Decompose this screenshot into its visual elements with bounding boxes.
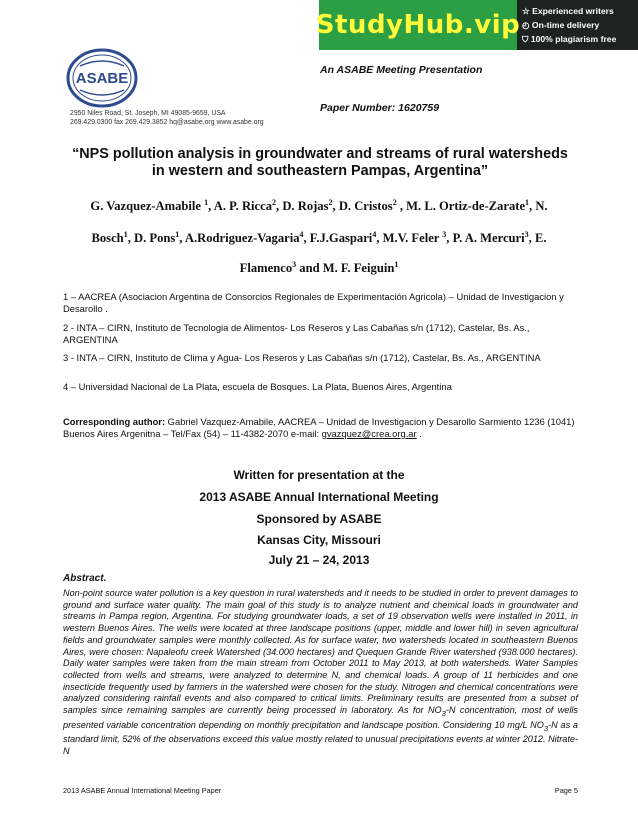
shield-icon: ⛉ [522, 34, 529, 44]
paper-number: Paper Number: 1620759 [320, 102, 440, 114]
author-name: , M. L. Ortiz-de-Zarate [396, 199, 526, 214]
asabe-logo [66, 48, 138, 108]
author-name: , E. [528, 231, 547, 246]
author-line [0, 230, 638, 246]
author-name: , D. Cristos [332, 199, 393, 214]
affiliation-superscript: 3 [442, 230, 447, 239]
ad-feature-text: Experienced writers [532, 6, 614, 16]
affiliation: 2 - INTA – CIRN, Instituto de Tecnologia de Alimentos- Los Reseros y Las Cabañas s/n (1712), Castelar, Bs. As., ARGENTINA [63, 322, 530, 345]
subscript: 3 [441, 709, 446, 719]
written-for: Written for presentation at the [233, 468, 405, 482]
affiliation-superscript: 1 [394, 260, 399, 269]
affiliation: 4 – Universidad Nacional de La Plata, escuela de Bosques. La Plata, Buenos Aires, Argentina [63, 381, 452, 392]
author-line [0, 198, 638, 214]
clock-icon: ◴ [522, 20, 530, 30]
affiliation-superscript: 1 [123, 230, 128, 239]
email-link[interactable]: gvazquez@crea.org.ar [321, 428, 417, 439]
author-name: , F.J.Gaspari [303, 231, 373, 246]
affiliation: 3 - INTA – CIRN, Instituto de Clima y Agua- Los Reseros y Las Cabañas s/n (1712), Castelar, Bs. As., ARGENTINA [63, 352, 541, 363]
affiliation-superscript: 2 [328, 198, 333, 207]
ad-banner[interactable] [315, 0, 638, 50]
ad-feature [522, 32, 638, 46]
abstract-text: -N concentration, most of wells presented variable concentration depending on monthly precipitation and landscape position. Considering 10 mg/L NO [63, 705, 578, 730]
corresponding-text: Gabriel Vazquez-Amabile, AACREA – Unidad de Investigacion y Desarollo Sarmiento 1236 (1041) Buenos Aires Argenitna – Tel/Fax (54) – 11-4382-2070 e-mail: [63, 416, 575, 439]
affiliation-superscript: 3 [292, 260, 297, 269]
author-name: G. Vazquez-Amabile [90, 199, 205, 214]
address-block [70, 109, 264, 127]
address-line: 269.429.0300 fax 269.429.3852 hq@asabe.org www.asabe.org [70, 119, 264, 126]
author-name: , A. P. Ricca [208, 199, 273, 214]
ad-feature-text: 100% plagiarism free [530, 34, 617, 44]
star-icon: ☆ [522, 6, 530, 16]
ad-feature-text: On-time delivery [531, 20, 600, 30]
author-name: , A.Rodriguez-Vagaria [179, 231, 300, 246]
affiliation-superscript: 4 [299, 230, 304, 239]
footer-left: 2013 ASABE Annual International Meeting Paper [63, 786, 222, 795]
author-name: , D. Pons [127, 231, 176, 246]
author-name: Flamenco [239, 261, 293, 276]
affiliation-superscript: 2 [392, 198, 397, 207]
address-line: 2950 Niles Road, St. Joseph, MI 49085-9659, USA [70, 110, 226, 117]
sponsor: Sponsored by ASABE [256, 512, 382, 526]
affiliation-superscript: 1 [525, 198, 530, 207]
ad-feature [522, 18, 638, 32]
abstract-text: Non-point source water pollution is a key question in rural watersheds and it needs to be studied in order to prevent damages to ground and surface water quality. The main goal of this study is to analyze nutrient and chemical loads in groundwater and streams in Pampa region, Argentina. For studying groundwater loads, a set of 19 observation wells were installed in 2011, in western Buenos Aires. The wells were located at three landscape positions (upper, middle and lower hill) in seven agricultural fields and groundwater samples were monthly collected. As for surface water, two watersheds located in southeastern Buenos Aires, were chosen: Napaleofu creek Watershed (34.000 hectares) and Quequen Grande River watershed (938.000 hectares). Daily water samples were taken from the main stream from October 2011 to May 2013, at both watersheds. Water Samples collected from wells and streams, were analyzed to determine N, and chemical loads. A group of 11 herbicides and one insecticide frequently used by farmers in the watershed were chosen for the study. Nitrogen and chemical concentrations were analyzed considering rainfall events and also compared to critical limits. Preliminary results are presented from a subset of samples since remaining samples are currently being processed in laboratory. As for NO [63, 588, 578, 716]
ad-feature [522, 4, 638, 18]
author-name: Bosch [91, 231, 124, 246]
affiliation-superscript: 1 [204, 198, 209, 207]
corresponding-label: Corresponding author: [63, 416, 166, 427]
corresponding-author [63, 416, 583, 440]
affiliation-superscript: 4 [372, 230, 377, 239]
affiliation: 1 – AACREA (Asociacion Argentina de Consorcios Regionales de Experimentación Agricola) – Unidad de Investigacion y Desarollo . [63, 291, 564, 314]
paper-title: “NPS pollution analysis in groundwater and streams of rural watersheds in western and southeastern Pampas, Argentina” [72, 146, 568, 179]
logo-text: ASABE [75, 70, 129, 87]
author-line [0, 260, 638, 276]
conference-city: Kansas City, Missouri [257, 533, 381, 547]
author-name: , P. A. Mercuri [446, 231, 525, 246]
conference-name: 2013 ASABE Annual International Meeting [199, 490, 439, 504]
author-name: and M. F. Feiguin [296, 261, 395, 276]
abstract-heading: Abstract. [63, 573, 107, 584]
corresponding-end: . [416, 428, 422, 439]
abstract-body [63, 588, 578, 758]
abstract-text: -N as a standard limit, 52% of the observations exceed this value mostly related to unusual precipitations events at winter 2012. Nitrate-N [63, 719, 578, 756]
ad-brand-text: StudyHub.vip [315, 10, 521, 40]
author-name: , D. Rojas [276, 199, 329, 214]
conference-dates: July 21 – 24, 2013 [268, 553, 370, 567]
subscript: 3 [543, 723, 549, 733]
page-number: Page 5 [554, 786, 578, 795]
ad-brand-logo[interactable] [315, 0, 521, 50]
meeting-label: An ASABE Meeting Presentation [320, 64, 483, 76]
affiliation-superscript: 3 [524, 230, 529, 239]
author-name: , N. [529, 199, 548, 214]
affiliation-superscript: 1 [175, 230, 180, 239]
ad-feature-list [522, 4, 638, 46]
author-name: , M.V. Feler [376, 231, 443, 246]
affiliation-superscript: 2 [272, 198, 277, 207]
